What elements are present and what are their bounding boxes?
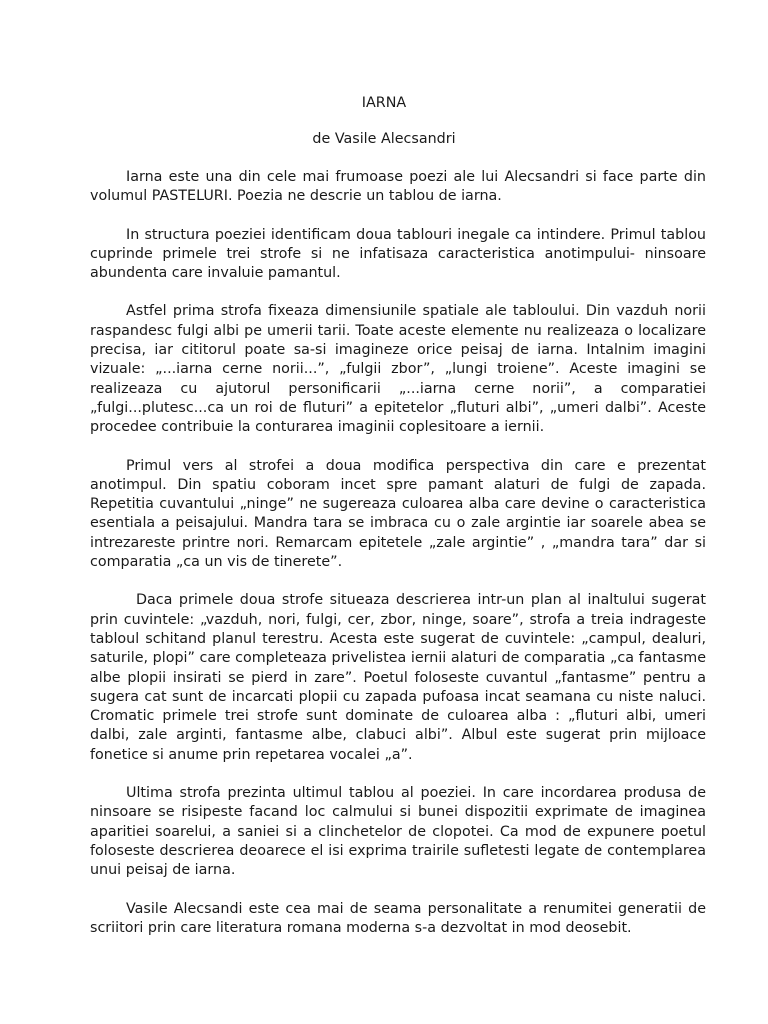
- document-body: [90, 168, 706, 957]
- paragraph-5: Daca primele doua strofe situeaza descrierea intr-un plan al inaltului sugerat prin cuvintele: „vazduh, nori, fulgi, cer, zbor, ninge, soare”, strofa a treia indrageste tabloul schitand planul terestru. Acesta este sugerat de cuvintele: „campul, dealuri, saturile, plopi” care completeaza privelistea iernii alaturi de comparatia „ca fantasme albe plopii insirati se pierd in zare”. Poetul foloseste cuvantul „fantasme” pentru a sugera cat sunt de incarcati plopii cu zapada pufoasa incat seamana cu niste naluci. Cromatic primele trei strofe sunt dominate de culoarea alba : „fluturi albi, umeri dalbi, zale arginti, fantasme albe, clabuci albi”. Albul este sugerat prin mijloace fonetice si anume prin repetarea vocalei „a”.: [90, 592, 706, 763]
- paragraph-7: Vasile Alecsandi este cea mai de seama personalitate a renumitei generatii de scriitori prin care literatura romana moderna s-a dezvoltat in mod deosebit.: [90, 900, 706, 936]
- paragraph-4: Primul vers al strofei a doua modifica perspectiva din care e prezentat anotimpul. Din spatiu coboram incet spre pamant alaturi de fulgi de zapada. Repetitia cuvantului „ninge” ne sugereaza culoarea alba care devine o caracteristica esentiala a peisajului. Mandra tara se imbraca cu o zale argintie iar soarele abea se intrezareste printre nori. Remarcam epitetele „zale argintie” , „mandra tara” dar si comparatia „ca un vis de tinerete”.: [90, 457, 706, 571]
- document-title: IARNA: [361, 95, 407, 111]
- paragraph-6: Ultima strofa prezinta ultimul tablou al poeziei. In care incordarea produsa de ninsoare se risipeste facand loc calmului si bunei dispozitii exprimate de imaginea aparitiei soarelui, a saniei si a clinchetelor de clopotei. Ca mod de expunere poetul foloseste descrierea deoarece el isi exprima trairile sufletesti legate de contemplarea unui peisaj de iarna.: [90, 785, 706, 879]
- document-author-line: de Vasile Alecsandri: [312, 131, 456, 147]
- paragraph-1: Iarna este una din cele mai frumoase poezi ale lui Alecsandri si face parte din volumul PASTELURI. Poezia ne descrie un tablou de iarna.: [90, 169, 706, 205]
- paragraph-3: Astfel prima strofa fixeaza dimensiunile spatiale ale tabloului. Din vazduh norii raspandesc fulgi albi pe umerii tarii. Toate aceste elemente nu realizeaza o localizare precisa, iar cititorul poate sa-si imagineze orice peisaj de iarna. Intalnim imagini vizuale: „...iarna cerne norii...”, „fulgii zbor”, „lungi troiene”. Aceste imagini se realizeaza cu ajutorul personificarii „...iarna cerne norii”, a comparatiei „fulgi...plutesc...ca un roi de fluturi” a epitetelor „fluturi albi”, „umeri dalbi”. Aceste procedee contribuie la conturarea imaginii coplesitoare a iernii.: [90, 303, 706, 436]
- paragraph-2: In structura poeziei identificam doua tablouri inegale ca intindere. Primul tablou cuprinde primele trei strofe si ne infatisaza caracteristica anotimpului- ninsoare abundenta care invaluie pamantul.: [90, 226, 706, 282]
